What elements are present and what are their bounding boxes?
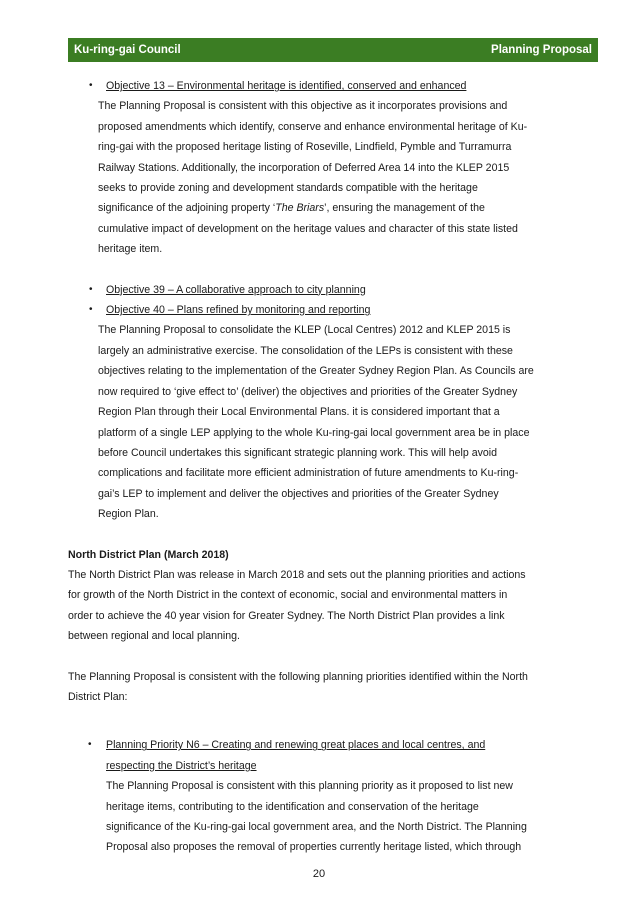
list-item-objective-39: [68, 280, 588, 300]
text-line: platform of a single LEP applying to the whole Ku-ring-gai local government area be in place: [98, 426, 530, 439]
text-line: significance of the Ku-ring-gai local government area, and the North District. The Planning: [106, 821, 527, 833]
planning-priority-text: [68, 776, 588, 858]
text-line: before Council undertakes this significant strategic planning work. This will help avoid: [98, 446, 498, 459]
bullet-icon: •: [89, 304, 93, 316]
text-line: The North District Plan was release in March 2018 and sets out the planning priorities and actions: [68, 568, 526, 581]
text-line: Planning Priority N6 – Creating and renewing great places and local centres, and: [106, 739, 486, 752]
text-line: gai’s LEP to implement and deliver the objectives and priorities of the Greater Sydney: [98, 487, 499, 500]
text-line: complications and facilitate more efficient administration of future amendments to Ku-ring-: [98, 467, 519, 480]
text-line: Railway Stations. Additionally, the incorporation of Deferred Area 14 into the KLEP 2015: [98, 161, 510, 174]
text-line: between regional and local planning.: [68, 630, 240, 643]
text-line: The Planning Proposal is consistent with this objective as it incorporates provisions and: [98, 100, 508, 113]
page-content: [68, 76, 588, 858]
text-line: respecting the District’s heritage: [106, 759, 257, 772]
text-line: order to achieve the 40 year vision for Greater Sydney. The North District Plan provides a link: [68, 609, 505, 622]
text-line: objectives relating to the implementation of the Greater Sydney Region Plan. As Councils are: [98, 365, 534, 378]
list-item-objective-13: [68, 76, 588, 96]
objective-39-title: Objective 39 – A collaborative approach to city planning: [106, 283, 366, 296]
bullet-icon: •: [89, 283, 93, 295]
text-line: seeks to provide zoning and development standards compatible with the heritage: [98, 182, 478, 195]
spacer: [68, 707, 588, 735]
north-district-paragraph-1: [68, 565, 588, 647]
objective-40-text: [68, 320, 588, 524]
spacer: [68, 260, 588, 280]
spacer: [68, 647, 588, 667]
text-line: Region Plan through their Local Environmental Plans. it is considered important that a: [98, 406, 500, 419]
text-line: cumulative impact of development on the heritage values and character of this state listed: [98, 222, 518, 235]
header-organisation: Ku-ring-gai Council: [74, 44, 181, 56]
text-line: ring-gai with the proposed heritage listing of Roseville, Lindfield, Pymble and Turramurra: [98, 141, 512, 154]
objective-13-title: Objective 13 – Environmental heritage is identified, conserved and enhanced: [106, 80, 467, 92]
bullet-icon: •: [88, 739, 92, 751]
objective-13-text: [68, 96, 588, 259]
text-segment: ’, ensuring the management of the: [324, 202, 485, 215]
text-line: District Plan:: [68, 690, 128, 703]
text-line: proposed amendments which identify, conserve and enhance environmental heritage of Ku-: [98, 120, 528, 133]
text-line: heritage item.: [98, 243, 163, 256]
italic-property-name: The Briars: [275, 202, 325, 215]
text-line: The Planning Proposal is consistent with the following planning priorities identified within the North: [68, 670, 528, 683]
bullet-icon: •: [89, 80, 93, 91]
text-line: The Planning Proposal to consolidate the KLEP (Local Centres) 2012 and KLEP 2015 is: [98, 324, 511, 337]
objective-40-title: Objective 40 – Plans refined by monitoring and reporting: [106, 304, 371, 317]
spacer: [68, 525, 588, 545]
text-line: now required to ‘give effect to’ (deliver) the objectives and priorities of the Greater Sydney: [98, 385, 518, 398]
page-header: [68, 38, 598, 62]
text-line: [98, 198, 588, 218]
text-line: largely an administrative exercise. The consolidation of the LEPs is consistent with these: [98, 344, 513, 357]
text-segment: significance of the adjoining property ‘: [98, 202, 276, 215]
text-line: The Planning Proposal is consistent with this planning priority as it proposed to list new: [106, 780, 513, 793]
header-document-title: Planning Proposal: [491, 44, 592, 56]
text-line: Region Plan.: [98, 508, 159, 521]
text-line: heritage items, contributing to the identification and conservation of the heritage: [106, 800, 479, 813]
list-item-objective-40: [68, 300, 588, 320]
list-item-planning-priority-n6: [68, 735, 588, 776]
page-number: 20: [312, 868, 326, 880]
section-heading: North District Plan (March 2018): [68, 548, 229, 561]
text-line: Proposal also proposes the removal of properties currently heritage listed, which through: [106, 841, 522, 854]
text-line: for growth of the North District in the context of economic, social and environmental matters in: [68, 589, 508, 602]
planning-priority-title: [106, 735, 485, 776]
north-district-paragraph-2: [68, 667, 588, 708]
